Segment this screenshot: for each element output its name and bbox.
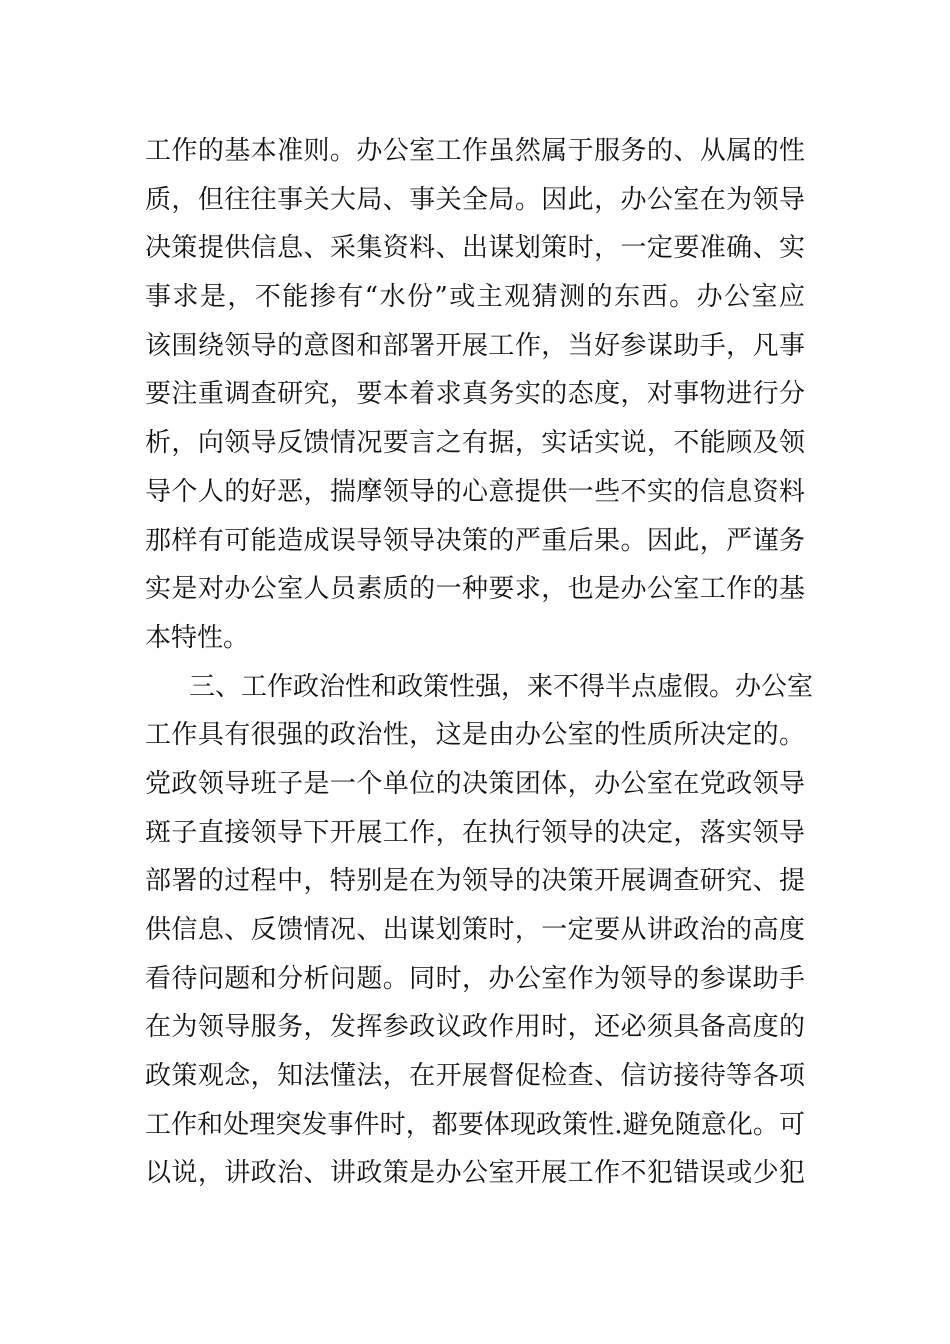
text-line: 实是对办公室人员素质的一种要求，也是办公室工作的基 bbox=[145, 574, 805, 605]
text-line: 工作的基本准则。办公室工作虽然属于服务的、从属的性 bbox=[145, 136, 805, 166]
text-line: 部署的过程中，特别是在为领导的决策开展调查研究、提 bbox=[145, 866, 805, 897]
paragraph-2 bbox=[145, 663, 814, 1199]
text-line: 事求是，不能掺有“水份”或主观猜测的东西。办公室应 bbox=[145, 282, 805, 313]
text-line: 斑子直接领导下开展工作，在执行领导的决定，落实领导 bbox=[145, 817, 805, 848]
text-line: 以说，讲政治、讲政策是办公室开展工作不犯错误或少犯 bbox=[145, 1158, 805, 1189]
text-line: 要注重调查研究，要本着求真务实的态度，对事物进行分 bbox=[145, 379, 805, 410]
text-line: 政策观念，知法懂法，在开展督促检查、信访接待等各项 bbox=[145, 1061, 805, 1092]
text-line: 在为领导服务，发挥参政议政作用时，还必须具备高度的 bbox=[145, 1012, 805, 1043]
text-line: 供信息、反馈情况、出谋划策时，一定要从讲政治的高度 bbox=[145, 915, 805, 945]
paragraph-1 bbox=[145, 127, 805, 663]
text-line: 党政领导班子是一个单位的决策团体，办公室在党政领导 bbox=[145, 768, 805, 799]
text-line: 三、工作政治性和政策性强，来不得半点虚假。办公室 bbox=[189, 671, 814, 702]
text-line: 决策提供信息、采集资料、出谋划策时，一定要准确、实 bbox=[145, 233, 805, 264]
text-line: 析，向领导反馈情况要言之有据，实话实说，不能顾及领 bbox=[145, 428, 805, 459]
text-line: 质，但往往事关大局、事关全局。因此，办公室在为领导 bbox=[145, 184, 805, 215]
document-body bbox=[145, 127, 814, 1198]
text-line: 导个人的好恶，揣摩领导的心意提供一些不实的信息资料 bbox=[145, 476, 805, 507]
text-line: 那样有可能造成误导领导决策的严重后果。因此，严谨务 bbox=[145, 525, 805, 556]
text-line: 工作具有很强的政治性，这是由办公室的性质所决定的。 bbox=[145, 720, 805, 751]
text-line: 本特性。 bbox=[145, 622, 250, 653]
text-line: 工作和处理突发事件时，都要体现政策性.避免随意化。可 bbox=[145, 1109, 805, 1140]
text-line: 该围绕领导的意图和部署开展工作，当好参谋助手，凡事 bbox=[145, 330, 805, 361]
text-line: 看待问题和分析问题。同时，办公室作为领导的参谋助手 bbox=[145, 963, 805, 994]
